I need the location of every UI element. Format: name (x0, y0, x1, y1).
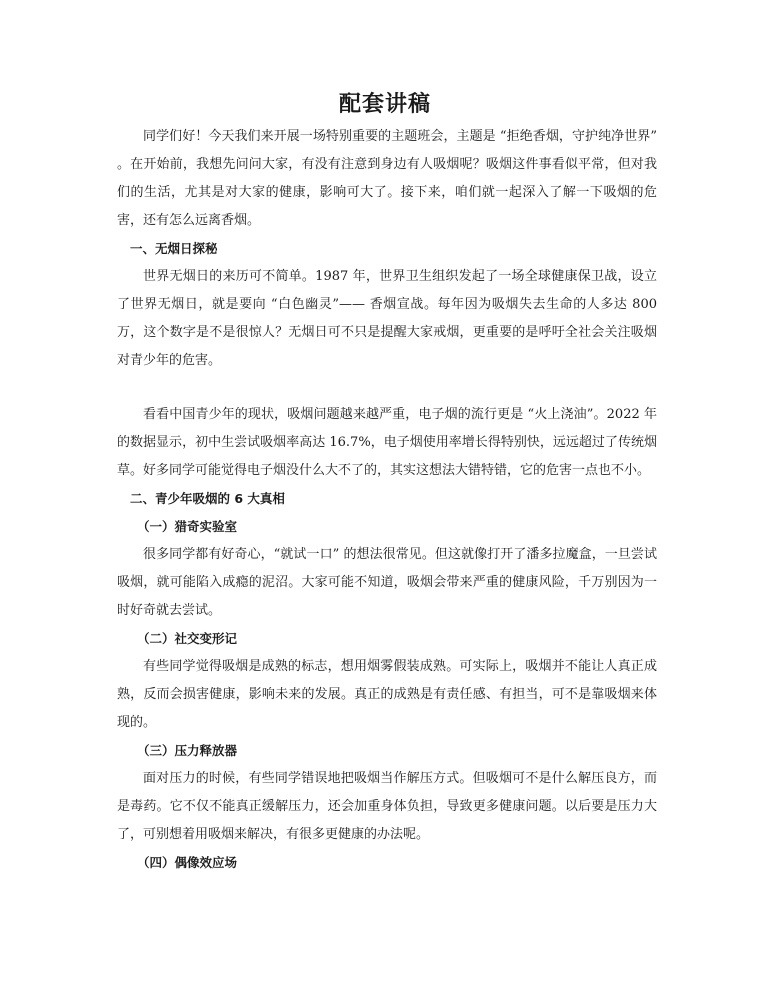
paragraph-spacer (117, 375, 657, 401)
subsection-paragraph-3: 面对压力的时候，有些同学错误地把吸烟当作解压方式。但吸烟可不是什么解压良方，而是毒药。它不仅不能真正缓解压力，还会加重身体负担，导致更多健康问题。以后要是压力大了，可别想着用吸烟来解决，有很多更健康的办法呢。 (117, 771, 657, 842)
section-heading-1: 一、无烟日探秘 (130, 241, 218, 256)
document-body (117, 123, 657, 877)
subsection-paragraph-1: 很多同学都有好奇心，“就试一口” 的想法很常见。但这就像打开了潘多拉魔盒，一旦尝试吸烟，就可能陷入成瘾的泥沼。大家可能不知道，吸烟会带来严重的健康风险，千万别因为一时好奇就去尝试。 (117, 547, 657, 618)
subsection-heading-1: （一）猎奇实验室 (137, 519, 238, 534)
section-heading-2: 二、青少年吸烟的 6 大真相 (130, 491, 285, 506)
section1-paragraph-2: 看看中国青少年的现状，吸烟问题越来越严重，电子烟的流行更是 “火上浇油”。2022 年的数据显示，初中生尝试吸烟率高达 16.7%，电子烟使用率增长得特别快，远远超过了传统烟草。好多同学可能觉得电子烟没什么大不了的，其实这想法大错特错，它的危害一点也不小。 (117, 407, 657, 478)
subsection-paragraph-2: 有些同学觉得吸烟是成熟的标志，想用烟雾假装成熟。可实际上，吸烟并不能让人真正成熟，反而会损害健康，影响未来的发展。真正的成熟是有责任感、有担当，可不是靠吸烟来体现的。 (117, 659, 657, 730)
subsection-heading-3: （三）压力释放器 (137, 743, 238, 758)
section1-paragraph-1: 世界无烟日的来历可不简单。1987 年，世界卫生组织发起了一场全球健康保卫战，设立了世界无烟日，就是要向 “白色幽灵”—— 香烟宣战。每年因为吸烟失去生命的人多达 800 万，这个数字是不是很惊人？无烟日可不只是提醒大家戒烟，更重要的是呼吁全社会关注吸烟对青少年的危害。 (117, 269, 657, 368)
subsection-heading-4: （四）偶像效应场 (137, 855, 238, 870)
intro-paragraph: 同学们好！今天我们来开展一场特别重要的主题班会，主题是 “拒绝香烟，守护纯净世界” 。在开始前，我想先问问大家，有没有注意到身边有人吸烟呢？吸烟这件事看似平常，但对我们的生活，尤其是对大家的健康，影响可大了。接下来，咱们就一起深入了解一下吸烟的危害，还有怎么远离香烟。 (117, 129, 657, 228)
page-title: 配套讲稿 (338, 91, 431, 117)
subsection-heading-2: （二）社交变形记 (137, 631, 238, 646)
